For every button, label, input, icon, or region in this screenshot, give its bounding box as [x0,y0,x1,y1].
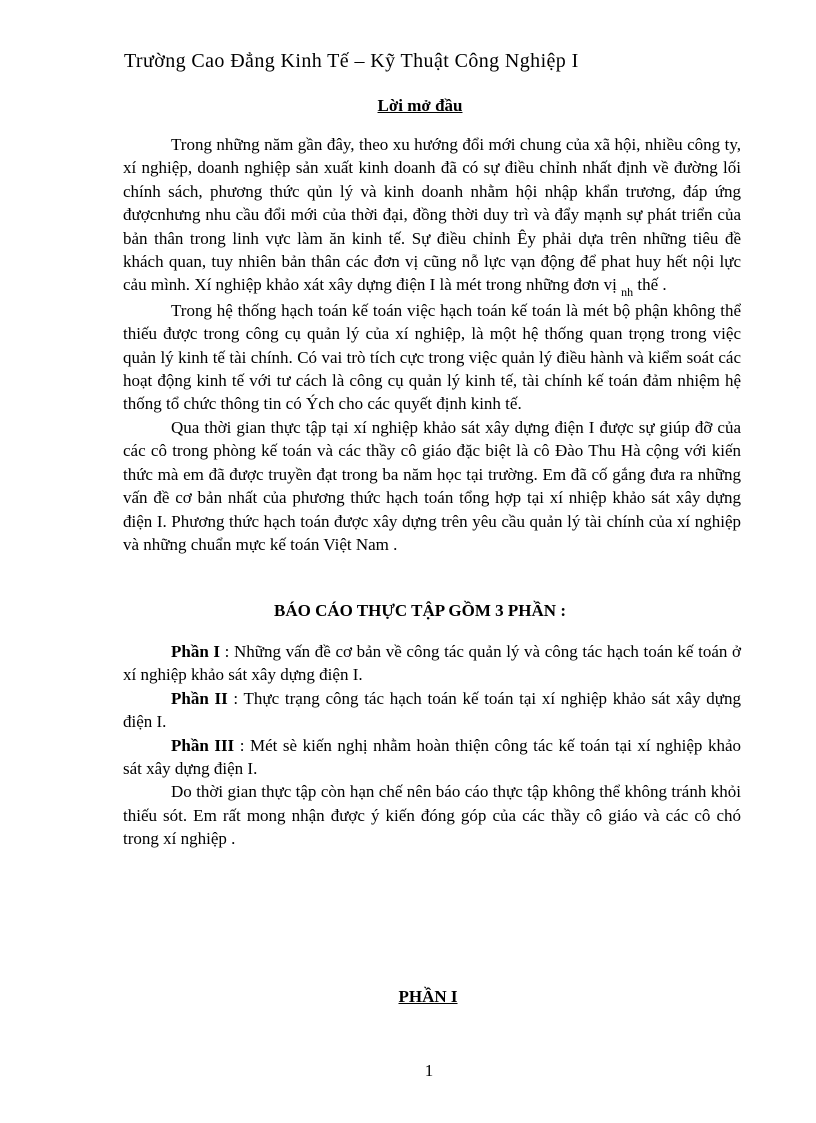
part-item-3-label: Phần III [171,735,235,755]
intro-paragraph-1 [123,133,741,299]
part-item-2-label: Phần II [171,688,228,708]
intro-paragraph-2: Trong hệ thống hạch toán kế toán việc hạch toán kế toán là mét bộ phận không thể thiếu được trong công cụ quản lý của xí nghiệp, là một hệ thống quan trọng trong việc quản lý kinh tế tài chính. Có vai trò tích cực trong việc quản lý điều hành và kiểm soát các hoạt động kinh tế với tư cách là công cụ quản lý kinh tế, tài chính kế toán đảm nhiệm hệ thống tổ chức thông tin có Ých cho các quyết định kinh tế. [123,300,741,414]
intro-paragraph-1-tail: thế . [633,275,667,295]
part-one-title: PHẦN I [398,987,458,1006]
part-item-1 [123,640,741,687]
document-title: Lời mở đầu [377,96,463,115]
intro-paragraph-1-text: Trong những năm gần đây, theo xu hướng đổi mới chung của xã hội, nhiều công ty, xí nghiệp, doanh nghiệp sản xuất kinh doanh đã có sự điều chỉnh nhất định về đường lối chính sách, phương thức qủn lý và kinh doanh nhằm hội nhập khẩn trương, đáp ứng đượcnhưng nhu cầu đổi mới của thời đại, đồng thời duy trì và đẩy mạnh sự phát triển của bản thân trong linh vực làm ăn kinh tế. Sự điều chỉnh Êy phải dựa trên những tiêu đề khách quan, tuy nhiên bản thân các đơn vị cũng nỗ lực vạn động để phat huy hết nội lực cảu mình. Xí nghiệp khảo xát xây dựng điện I là mét trong những đơn vị [123,135,741,295]
intro-section [123,133,741,556]
part-item-2-text: : Thực trạng công tác hạch toán kế toán tại xí nghiệp khảo sát xây dựng điện I. [123,688,741,732]
intro-paragraph-1-subscript: nh [621,285,634,300]
report-heading: BÁO CÁO THỰC TẬP GỒM 3 PHẦN : [274,601,566,620]
part-item-3-text: : Mét sè kiến nghị nhằm hoàn thiện công tác kế toán tại xí nghiệp khảo sát xây dựng điện I. [123,735,741,779]
part-item-2 [123,687,741,734]
closing-paragraph: Do thời gian thực tập còn hạn chế nên báo cáo thực tập không thể không tránh khỏi thiếu sót. Em rất mong nhận được ý kiến đóng góp của các thầy cô giáo và các cô chó trong xí nghiệp . [123,782,741,849]
page-number: 1 [424,1061,434,1080]
part-item-3 [123,734,741,781]
part-item-1-text: : Những vấn đề cơ bản về công tác quản lý và công tác hạch toán kế toán ở xí nghiệp khảo sát xây dựng điện I. [123,642,741,685]
part-item-1-label: Phần I [171,642,221,661]
page-header: Trường Cao Đẳng Kinh Tế – Kỹ Thuật Công Nghiệp I [124,50,579,72]
parts-section [123,640,741,851]
intro-paragraph-3: Qua thời gian thực tập tại xí nghiệp khảo sát xây dựng điện I được sự giúp đỡ của các cô trong phòng kế toán và các thầy cô giáo đặc biệt là cô Đào Thu Hà cộng với kiến thức mà em đã được truyền đạt trong ba năm học tại trường. Em đã cố gắng đưa ra những vấn đề cơ bản nhất của phương thức hạch toán tổng hợp tại xí nhiệp khảo sát xây dựng điện I. Phương thức hạch toán được xây dựng trên yêu cầu quản lý tài chính của xí nghiệp và những chuẩn mực kế toán Việt Nam . [123,417,741,554]
